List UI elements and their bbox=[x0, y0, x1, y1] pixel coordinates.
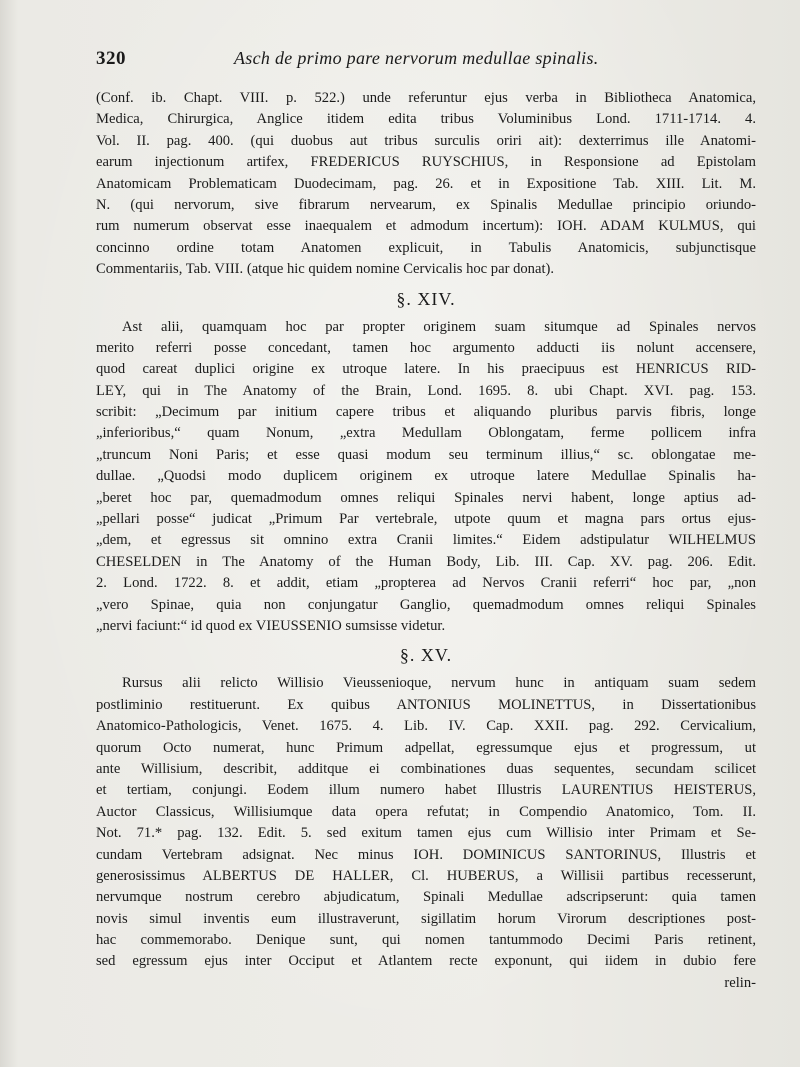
text-line: ante Willisium, describit, additque ei combinationes duas sequentes, secundam scilicet bbox=[96, 760, 756, 777]
text-line: Not. 71.* pag. 132. Edit. 5. sed exitum tamen ejus cum Willisio inter Primam et Se- bbox=[96, 825, 756, 842]
text-line: quod careat duplici origine ex utroque latere. In his praecipuus est HENRICUS RID- bbox=[96, 361, 756, 378]
paragraph-continuation bbox=[96, 88, 756, 281]
text-line: (Conf. ib. Chapt. VIII. p. 522.) unde referuntur ejus verba in Bibliotheca Anatomica, bbox=[96, 90, 756, 106]
text-line: rum numerum observat esse inaequalem et admodum incertum): IOH. ADAM KULMUS, qui bbox=[96, 218, 756, 235]
page-number: 320 bbox=[96, 48, 126, 69]
section-heading-xv: §. XV. bbox=[399, 645, 453, 666]
page-body bbox=[96, 88, 756, 994]
text-line: hac commemorabo. Denique sunt, qui nomen tantummodo Decimi Paris retinent, bbox=[96, 932, 756, 949]
text-line: Ast alii, quamquam hoc par propter originem suam situmque ad Spinales nervos bbox=[122, 318, 756, 335]
text-line: earum injectionum artifex, FREDERICUS RUYSCHIUS, in Responsione ad Epistolam bbox=[96, 154, 756, 171]
text-line: cundam Vertebram adsignat. Nec minus IOH. DOMINICUS SANTORINUS, Illustris et bbox=[96, 846, 756, 863]
page-header bbox=[96, 48, 756, 72]
text-line: Auctor Classicus, Willisiumque data opera refutat; in Compendio Anatomico, Tom. II. bbox=[96, 803, 756, 820]
text-line: Anatomico-Pathologicis, Venet. 1675. 4. Lib. IV. Cap. XXII. pag. 292. Cervicalium, bbox=[96, 718, 756, 735]
text-line: nervumque nostrum cerebro abjudicatum, Spinali Medullae adscripserunt: quia tamen bbox=[96, 889, 756, 906]
text-line: „inferioribus,“ quam Nonum, „extra Medullam Oblongatam, ferme pollicem infra bbox=[96, 425, 756, 442]
text-line: Rursus alii relicto Willisio Vieussenioque, nervum hunc in antiquam suam sedem bbox=[122, 675, 756, 692]
catchword: relin- bbox=[724, 974, 756, 991]
text-line: Vol. II. pag. 400. (qui duobus aut tribus surculis oriri ait): dexterrimus ille Anatomi- bbox=[96, 132, 756, 149]
text-line: „nervi faciunt:“ id quod ex VIEUSSENIO sumsisse videtur. bbox=[96, 617, 446, 634]
text-line: Commentariis, Tab. VIII. (atque hic quidem nomine Cervicalis hoc par donat). bbox=[96, 261, 555, 278]
text-line: sed egressum ejus inter Occiput et Atlantem recte exponunt, qui iidem in dubio fere bbox=[96, 953, 756, 970]
text-line: „beret hoc par, quemadmodum omnes reliqui Spinales nervi habent, longe aptius ad- bbox=[96, 489, 756, 506]
text-line: „truncum Noni Paris; et esse quasi modum seu terminum illius,“ sc. oblongatae me- bbox=[96, 446, 756, 463]
text-line: CHESELDEN in The Anatomy of the Human Body, Lib. III. Cap. XV. pag. 206. Edit. bbox=[96, 553, 756, 570]
text-line: postliminio restituerunt. Ex quibus ANTONIUS MOLINETTUS, in Dissertationibus bbox=[96, 696, 756, 713]
text-line: et tertiam, conjungi. Eodem illum numero habet Illustris LAURENTIUS HEISTERUS, bbox=[96, 782, 756, 799]
section-xv-paragraph bbox=[96, 673, 756, 994]
text-line: merito referri posse concedant, tamen hoc argumento adducti iis nolunt accensere, bbox=[96, 339, 756, 356]
text-line: Anatomicam Problematicam Duodecimam, pag. 26. et in Expositione Tab. XIII. Lit. M. bbox=[96, 175, 756, 192]
text-line: N. (qui nervorum, sive fibrarum nervearum, ex Spinalis Medullae principio oriundo- bbox=[96, 196, 756, 213]
text-line: 2. Lond. 1722. 8. et addit, etiam „propterea ad Nervos Cranii referri“ hoc par, „non bbox=[96, 575, 756, 592]
text-line: „dem, et egressus sit omnino extra Cranii limites.“ Eidem adstipulatur WILHELMUS bbox=[96, 532, 756, 549]
text-line: quorum Octo numerat, hunc Primum adpellat, egressumque ejus et progressum, ut bbox=[96, 739, 756, 756]
text-line: concinno ordine totam Anatomen explicuit, in Tabulis Anatomicis, subjunctisque bbox=[96, 239, 756, 256]
section-heading-xiv: §. XIV. bbox=[396, 288, 456, 309]
text-line: „vero Spinae, quia non conjungatur Ganglio, quemadmodum omnes reliqui Spinales bbox=[96, 596, 756, 613]
text-line: „pellari posse“ judicat „Primum Par vertebrale, utpote quum et magna pars ortus ejus- bbox=[96, 511, 756, 528]
text-line: Medica, Chirurgica, Anglice itidem edita tribus Voluminibus Lond. 1711-1714. 4. bbox=[96, 111, 756, 128]
running-head: Asch de primo pare nervorum medullae spinalis. bbox=[234, 48, 599, 68]
text-line: novis simul inventis eum illustraverunt, sigillatim horum Virorum descriptiones post- bbox=[96, 910, 756, 927]
text-line: generosissimus ALBERTUS DE HALLER, Cl. HUBERUS, a Willisii partibus recesserunt, bbox=[96, 867, 756, 884]
text-line: dullae. „Quodsi modo duplicem originem ex utroque latere Medullae Spinalis ha- bbox=[96, 468, 756, 485]
text-line: scribit: „Decimum par initium capere tribus et aliquando pluribus parvis fibris, longe bbox=[96, 404, 756, 421]
section-xiv-paragraph bbox=[96, 317, 756, 638]
text-line: LEY, qui in The Anatomy of the Brain, Lond. 1695. 8. ubi Chapt. XVI. pag. 153. bbox=[96, 382, 756, 399]
